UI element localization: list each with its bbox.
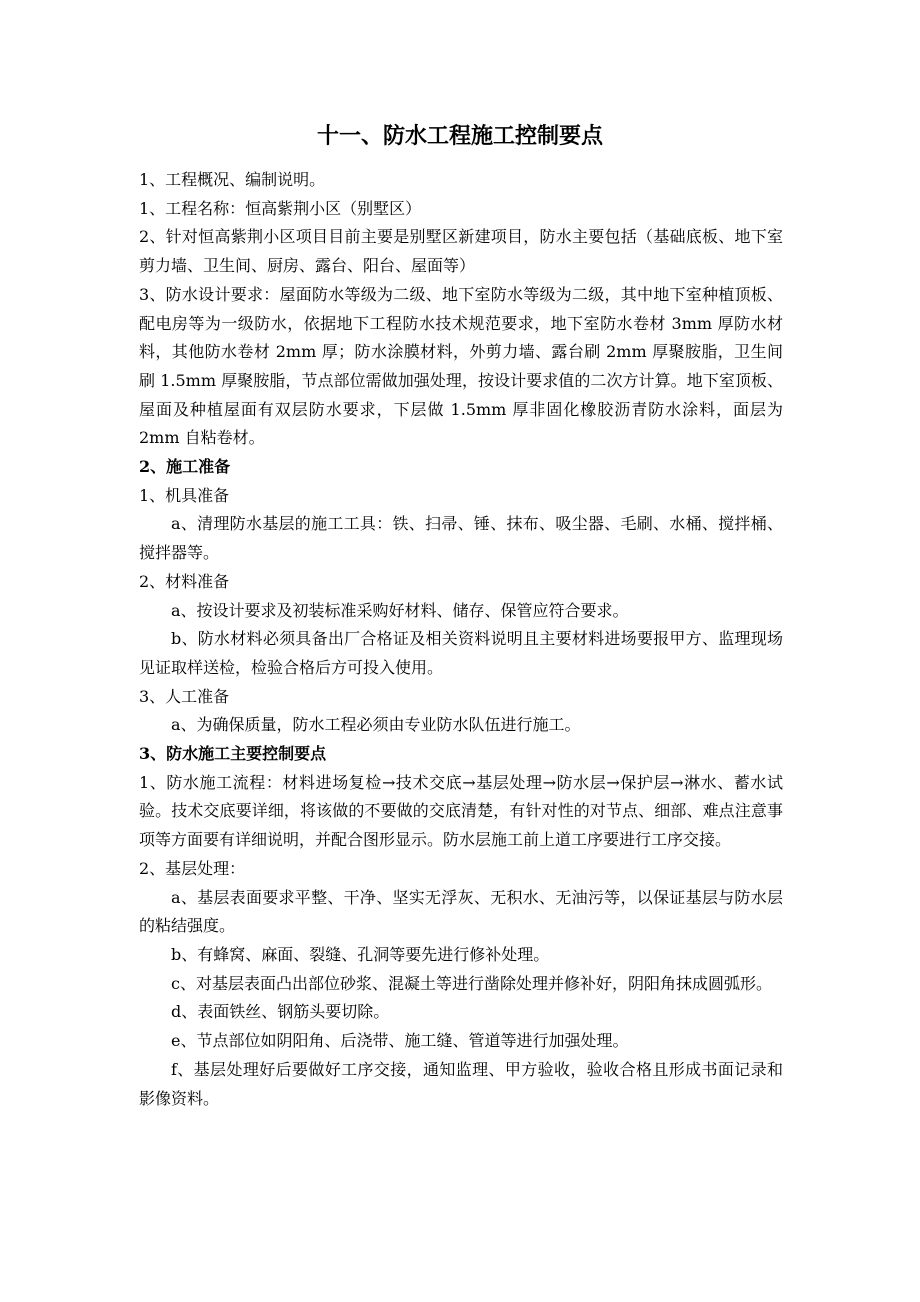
paragraph: 1、机具准备 xyxy=(139,485,230,505)
paragraph: a、清理防水基层的施工工具：铁、扫帚、锤、抹布、吸尘器、毛刷、水桶、搅拌桶、搅拌器等。 xyxy=(139,514,783,563)
paragraph: a、为确保质量，防水工程必须由专业防水队伍进行施工。 xyxy=(171,715,581,735)
paragraph: c、对基层表面凸出部位砂浆、混凝土等进行凿除处理并修补好，阴阳角抹成圆弧形。 xyxy=(171,973,772,993)
paragraph: 3、人工准备 xyxy=(139,686,230,706)
paragraph: a、按设计要求及初装标准采购好材料、储存、保管应符合要求。 xyxy=(171,600,629,620)
section-heading: 3、防水施工主要控制要点 xyxy=(139,744,327,764)
paragraph: 3、防水设计要求：屋面防水等级为二级、地下室防水等级为二级，其中地下室种植顶板、配电房等为一级防水，依据地下工程防水技术规范要求，地下室防水卷材 3mm 厚防水材料，其他防水卷材 2mm 厚；防水涂膜材料，外剪力墙、露台刷 2mm 厚聚胺脂，卫生间刷 1.5mm 厚聚胺脂，节点部位需做加强处理，按设计要求值的二次方计算。地下室顶板、屋面及种植屋面有双层防水要求，下层做 1.5mm 厚非固化橡胶沥青防水涂料，面层为 2mm 自粘卷材。 xyxy=(139,284,783,448)
paragraph: b、防水材料必须具备出厂合格证及相关资料说明且主要材料进场要报甲方、监理现场见证取样送检，检验合格后方可投入使用。 xyxy=(139,629,783,677)
paragraph: d、表面铁丝、钢筋头要切除。 xyxy=(171,1002,390,1022)
paragraph: 1、工程名称：恒高紫荆小区（别墅区） xyxy=(139,198,422,218)
section-heading: 2、施工准备 xyxy=(139,457,231,477)
paragraph: 2、基层处理： xyxy=(139,858,246,878)
paragraph: 1、工程概况、编制说明。 xyxy=(139,170,326,189)
paragraph: a、基层表面要求平整、干净、坚实无浮灰、无积水、无油污等，以保证基层与防水层的粘结强度。 xyxy=(139,887,783,936)
paragraph: 1、防水施工流程：材料进场复检→技术交底→基层处理→防水层→保护层→淋水、蓄水试验。技术交底要详细，将该做的不要做的交底清楚，有针对性的对节点、细部、难点注意事项等方面要有详细说明，并配合图形显示。防水层施工前上道工序要进行工序交接。 xyxy=(139,772,783,850)
paragraph: 2、材料准备 xyxy=(139,571,230,591)
page-title: 十一、防水工程施工控制要点 xyxy=(316,123,603,149)
document-body xyxy=(139,166,783,1113)
paragraph: 2、针对恒高紫荆小区项目目前主要是别墅区新建项目，防水主要包括（基础底板、地下室剪力墙、卫生间、厨房、露台、阳台、屋面等） xyxy=(139,227,783,276)
paragraph: b、有蜂窝、麻面、裂缝、孔洞等要先进行修补处理。 xyxy=(171,944,550,964)
paragraph: f、基层处理好后要做好工序交接，通知监理、甲方验收，验收合格且形成书面记录和影像资料。 xyxy=(139,1059,783,1108)
paragraph: e、节点部位如阴阳角、后浇带、施工缝、管道等进行加强处理。 xyxy=(171,1031,629,1051)
